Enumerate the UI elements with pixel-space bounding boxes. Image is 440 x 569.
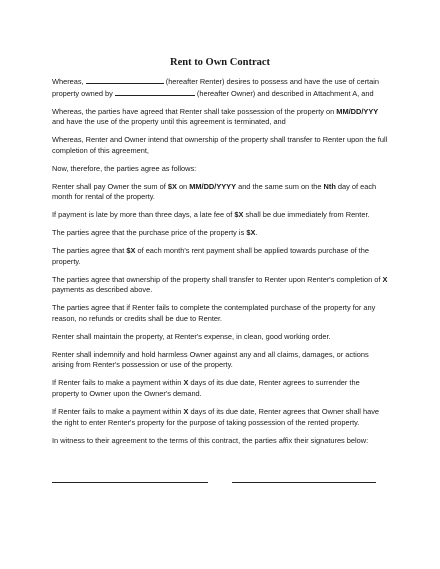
text: If payment is late by more than three days, a late fee of [52,210,235,220]
text: of each month's rent payment shall be applied towards purchase of the property. [52,246,369,266]
clause-late-fee [52,210,388,221]
payment-count: X [382,274,388,284]
clause-ownership-intent: Whereas, Renter and Owner intend that ownership of the property shall transfer to Renter upon the full completion of this agreement, [52,135,388,155]
possession-date: MM/DD/YYY [336,106,379,116]
clause-possession-date [52,107,388,128]
payment-day: Nth [323,181,336,191]
entry-days: X [183,406,189,416]
clause-indemnify: Renter shall indemnify and hold harmless Owner against any and all claims, damages, or actions arising from Renter's possession or use of the property. [52,349,369,370]
text: payments as described above. [52,285,153,295]
text: If Renter fails to make a payment within [52,378,184,388]
rent-amount: $X [167,181,177,191]
text: days of its due date, Renter agrees to surrender the property to Owner upon the Owner's demand. [52,378,360,399]
text: shall be due immediately from Renter. [243,210,370,220]
purchase-price-amount: $X [246,228,256,238]
text: . [255,228,258,238]
clause-renter-possession [52,76,388,99]
clause-rent-credit [52,246,388,267]
owner-signature-line[interactable] [232,482,376,483]
text: and the same sum on the [236,181,324,191]
text: days of its due date, Renter agrees that Owner shall have the right to enter Renter's property for the purpose of taking possession of the rented property. [52,406,380,427]
clause-rent-payment [52,182,388,203]
signature-row [52,482,388,492]
surrender-days: X [183,378,189,388]
text: Renter shall pay Owner the sum of [52,181,168,191]
text: (hereafter Renter) desires to possess and have the use of certain property owned by [52,77,379,98]
text: If Renter fails to make a payment within [52,406,184,416]
clause-surrender [52,378,388,399]
clause-witness: In witness to their agreement to the terms of this contract, the parties affix their signatures below: [52,435,369,445]
clause-no-refunds: The parties agree that if Renter fails to complete the contemplated purchase of the property for any reason, no refunds or credits shall be due to Renter. [52,303,376,323]
renter-signature-line[interactable] [52,482,208,483]
rent-credit-amount: $X [126,246,136,256]
late-fee-amount: $X [234,210,244,220]
text: on [176,181,190,191]
clause-now-therefore: Now, therefore, the parties agree as follows: [52,163,197,173]
text: Whereas, the parties have agreed that Renter shall take possession of the property on [52,106,337,116]
document-title: Rent to Own Contract [169,57,271,68]
clause-right-of-entry [52,407,388,428]
clause-purchase-price [52,228,388,239]
clause-ownership-transfer [52,275,388,296]
text: The parties agree that ownership of the property shall transfer to Renter upon Renter's completion of [52,274,383,284]
text: Whereas, [52,77,86,86]
clause-maintenance: Renter shall maintain the property, at Renter's expense, in clean, good working order. [52,331,331,341]
renter-name-blank[interactable] [86,76,164,84]
text: The parties agree that [52,246,127,256]
text: The parties agree that the purchase price of the property is [52,228,247,238]
text: and have the use of the property until this agreement is terminated, and [52,117,286,127]
first-payment-date: MM/DD/YYYY [189,181,237,191]
text: day of each month for rental of the property. [52,181,377,202]
text: (hereafter Owner) and described in Attachment A, and [194,88,374,98]
owner-name-blank[interactable] [115,88,195,96]
